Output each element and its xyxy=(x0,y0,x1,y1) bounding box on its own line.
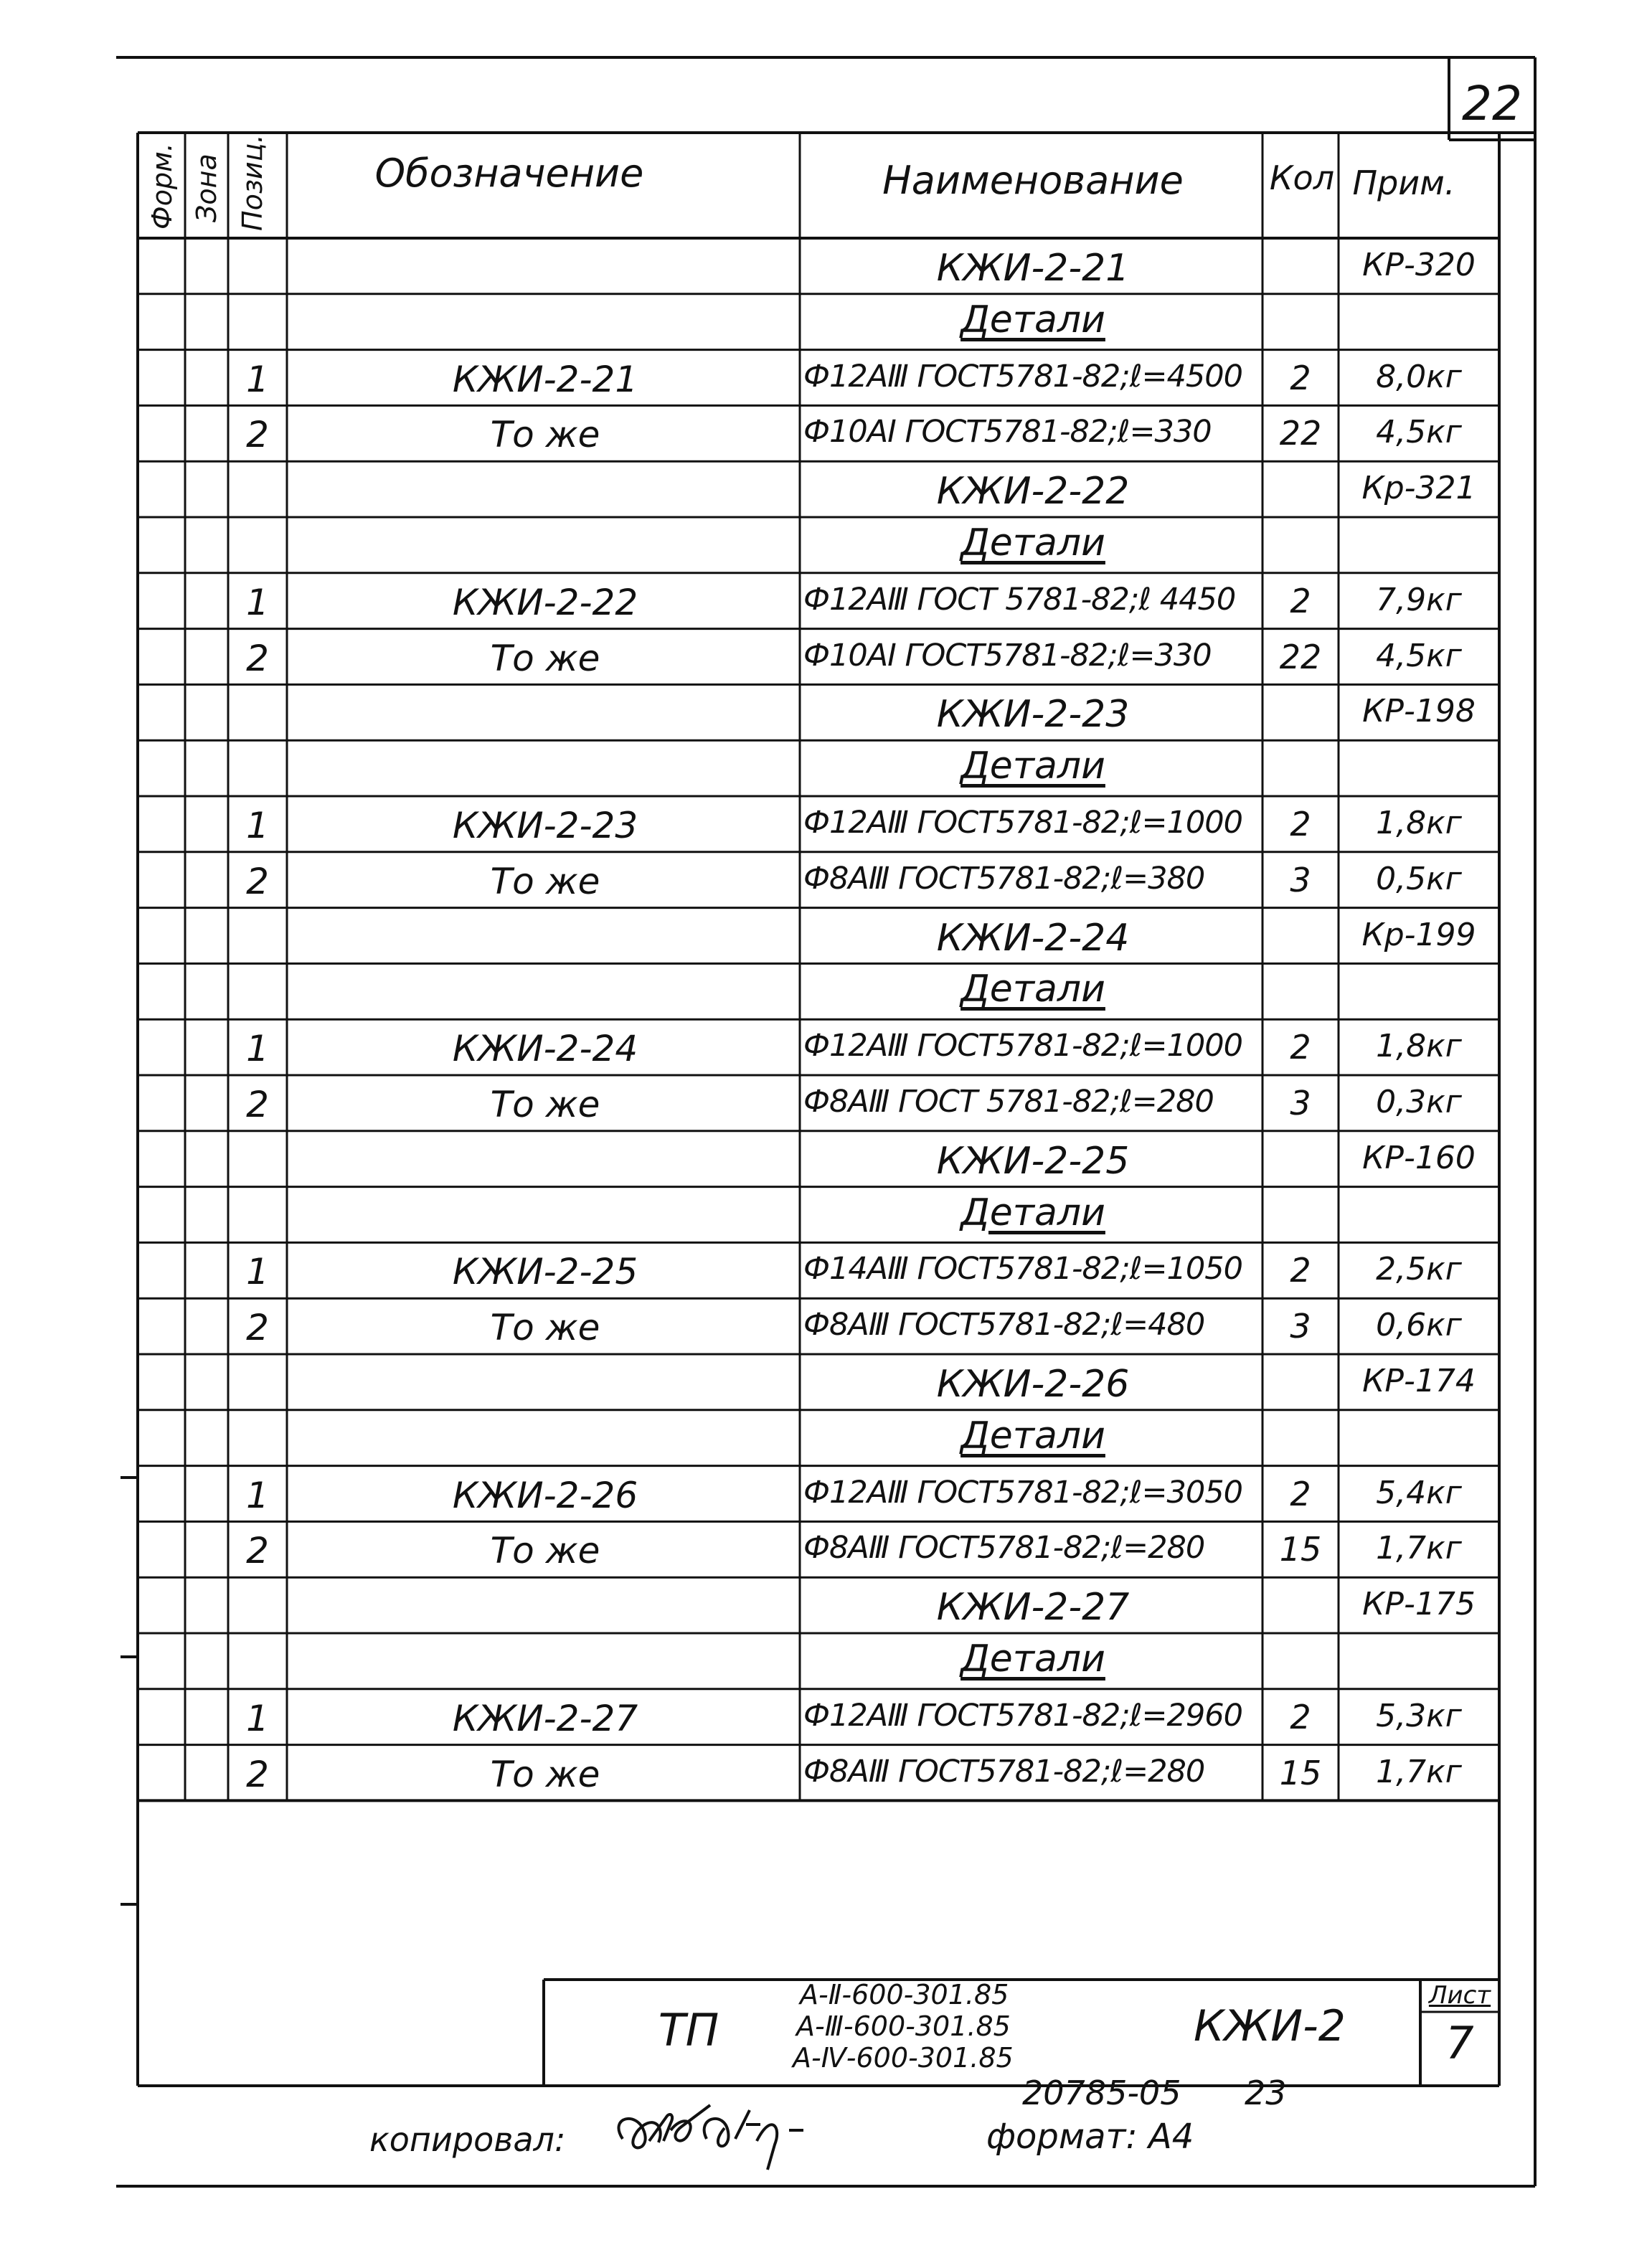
row-position: 2 xyxy=(246,637,269,679)
row-note: 7,9кг xyxy=(1376,581,1462,618)
row-designation: КЖИ-2-22 xyxy=(452,581,638,623)
row-note: 8,0кг xyxy=(1376,358,1462,395)
section-details-label: Детали xyxy=(960,1414,1105,1457)
row-qty: 3 xyxy=(1290,1084,1311,1122)
row-designation: КЖИ-2-26 xyxy=(452,1474,638,1516)
row-position: 2 xyxy=(246,1530,269,1572)
row-designation: КЖИ-2-24 xyxy=(452,1028,638,1070)
row-designation: КЖИ-2-25 xyxy=(452,1251,638,1293)
section-title: КЖИ-2-24 xyxy=(936,916,1130,960)
row-qty: 15 xyxy=(1279,1530,1322,1569)
title-block-code-3: А-Ⅳ-600-301.85 xyxy=(793,2042,1014,2074)
format-label: формат: А4 xyxy=(986,2117,1194,2157)
section-note: Кр-321 xyxy=(1361,470,1476,507)
row-qty: 3 xyxy=(1290,860,1311,899)
row-name: Ф12АⅢ ГОСТ 5781-82;ℓ 4450 xyxy=(803,581,1236,618)
row-designation: То же xyxy=(490,414,600,456)
section-title: КЖИ-2-22 xyxy=(936,470,1130,514)
row-note: 1,7кг xyxy=(1376,1753,1462,1790)
row-position: 1 xyxy=(246,805,269,846)
row-position: 2 xyxy=(246,1753,269,1795)
row-designation: То же xyxy=(490,1753,600,1795)
row-note: 0,6кг xyxy=(1376,1307,1462,1344)
section-details-label: Детали xyxy=(960,521,1105,564)
section-note: КР-320 xyxy=(1362,247,1476,283)
row-note: 5,3кг xyxy=(1376,1697,1462,1734)
sheet-number: 22 xyxy=(1462,76,1522,131)
row-name: Ф8АⅢ ГОСТ 5781-82;ℓ=280 xyxy=(803,1084,1214,1120)
row-note: 1,7кг xyxy=(1376,1530,1462,1567)
row-note: 1,8кг xyxy=(1376,1028,1462,1065)
section-title: КЖИ-2-26 xyxy=(936,1363,1130,1406)
row-note: 2,5кг xyxy=(1376,1251,1462,1288)
row-designation: КЖИ-2-23 xyxy=(452,805,638,846)
title-block-tp: ТП xyxy=(658,2004,719,2056)
row-name: Ф12АⅢ ГОСТ5781-82;ℓ=4500 xyxy=(803,358,1242,394)
row-qty: 15 xyxy=(1279,1753,1322,1792)
row-name: Ф12АⅢ ГОСТ5781-82;ℓ=2960 xyxy=(803,1697,1242,1734)
page-number: 23 xyxy=(1245,2074,1287,2112)
row-position: 2 xyxy=(246,1307,269,1349)
column-header-zone: Зона xyxy=(191,153,222,222)
title-block-sheet-label: Лист xyxy=(1428,1981,1491,2010)
row-qty: 22 xyxy=(1279,414,1322,453)
row-name: Ф8АⅢ ГОСТ5781-82;ℓ=380 xyxy=(803,860,1205,897)
column-header-position: Позиц. xyxy=(237,134,268,231)
row-name: Ф12АⅢ ГОСТ5781-82;ℓ=3050 xyxy=(803,1474,1242,1511)
section-details-label: Детали xyxy=(960,1191,1105,1234)
section-details-label: Детали xyxy=(960,968,1105,1011)
section-note: КР-174 xyxy=(1362,1363,1476,1399)
row-qty: 2 xyxy=(1290,581,1311,620)
column-header-name: Наименование xyxy=(882,158,1184,203)
row-position: 2 xyxy=(246,860,269,902)
section-title: КЖИ-2-21 xyxy=(936,247,1130,290)
row-note: 4,5кг xyxy=(1376,414,1462,451)
row-qty: 2 xyxy=(1290,1474,1311,1513)
row-position: 1 xyxy=(246,358,269,400)
row-designation: КЖИ-2-27 xyxy=(452,1697,638,1739)
archive-number: 20785-05 xyxy=(1022,2074,1181,2112)
column-header-format: Форм. xyxy=(146,143,178,230)
row-note: 5,4кг xyxy=(1376,1474,1462,1511)
row-designation: То же xyxy=(490,860,600,902)
copied-label: копировал: xyxy=(369,2120,566,2159)
row-name: Ф12АⅢ ГОСТ5781-82;ℓ=1000 xyxy=(803,805,1242,841)
row-designation: То же xyxy=(490,1307,600,1349)
row-note: 4,5кг xyxy=(1376,637,1462,674)
row-note: 0,5кг xyxy=(1376,860,1462,897)
row-designation: То же xyxy=(490,1530,600,1572)
title-block-document: КЖИ-2 xyxy=(1194,2001,1346,2051)
row-qty: 3 xyxy=(1290,1307,1311,1346)
section-title: КЖИ-2-23 xyxy=(936,693,1130,737)
row-designation: То же xyxy=(490,1084,600,1125)
row-name: Ф8АⅢ ГОСТ5781-82;ℓ=280 xyxy=(803,1753,1205,1790)
row-position: 1 xyxy=(246,1697,269,1739)
section-title: КЖИ-2-25 xyxy=(936,1139,1130,1183)
row-position: 1 xyxy=(246,1028,269,1070)
section-note: КР-175 xyxy=(1362,1586,1476,1623)
section-details-label: Детали xyxy=(960,745,1105,788)
column-header-note: Прим. xyxy=(1352,164,1455,202)
section-title: КЖИ-2-27 xyxy=(936,1586,1130,1630)
row-position: 2 xyxy=(246,1084,269,1125)
row-designation: КЖИ-2-21 xyxy=(452,358,638,400)
row-position: 2 xyxy=(246,414,269,456)
title-block-code-1: А-Ⅱ-600-301.85 xyxy=(800,1979,1009,2010)
section-note: КР-198 xyxy=(1362,693,1476,730)
column-header-designation: Обозначение xyxy=(374,151,644,196)
row-name: Ф12АⅢ ГОСТ5781-82;ℓ=1000 xyxy=(803,1028,1242,1064)
row-name: Ф14АⅢ ГОСТ5781-82;ℓ=1050 xyxy=(803,1251,1242,1287)
row-position: 1 xyxy=(246,1251,269,1293)
row-name: Ф10АⅠ ГОСТ5781-82;ℓ=330 xyxy=(803,637,1212,674)
title-block-sheet-value: 7 xyxy=(1445,2017,1474,2069)
row-qty: 2 xyxy=(1290,1251,1311,1290)
section-note: Кр-199 xyxy=(1361,916,1476,953)
row-note: 0,3кг xyxy=(1376,1084,1462,1120)
row-position: 1 xyxy=(246,1474,269,1516)
row-qty: 2 xyxy=(1290,805,1311,843)
row-position: 1 xyxy=(246,581,269,623)
section-details-label: Детали xyxy=(960,1637,1105,1681)
section-details-label: Детали xyxy=(960,298,1105,341)
row-qty: 2 xyxy=(1290,358,1311,397)
row-note: 1,8кг xyxy=(1376,805,1462,841)
row-qty: 2 xyxy=(1290,1697,1311,1736)
title-block-code-2: А-Ⅲ-600-301.85 xyxy=(796,2010,1011,2042)
row-name: Ф8АⅢ ГОСТ5781-82;ℓ=280 xyxy=(803,1530,1205,1566)
row-qty: 22 xyxy=(1279,637,1322,676)
row-name: Ф8АⅢ ГОСТ5781-82;ℓ=480 xyxy=(803,1307,1205,1343)
section-note: КР-160 xyxy=(1362,1139,1476,1176)
column-header-qty: Кол xyxy=(1269,159,1335,197)
row-qty: 2 xyxy=(1290,1028,1311,1067)
row-name: Ф10АⅠ ГОСТ5781-82;ℓ=330 xyxy=(803,414,1212,450)
row-designation: То же xyxy=(490,637,600,679)
